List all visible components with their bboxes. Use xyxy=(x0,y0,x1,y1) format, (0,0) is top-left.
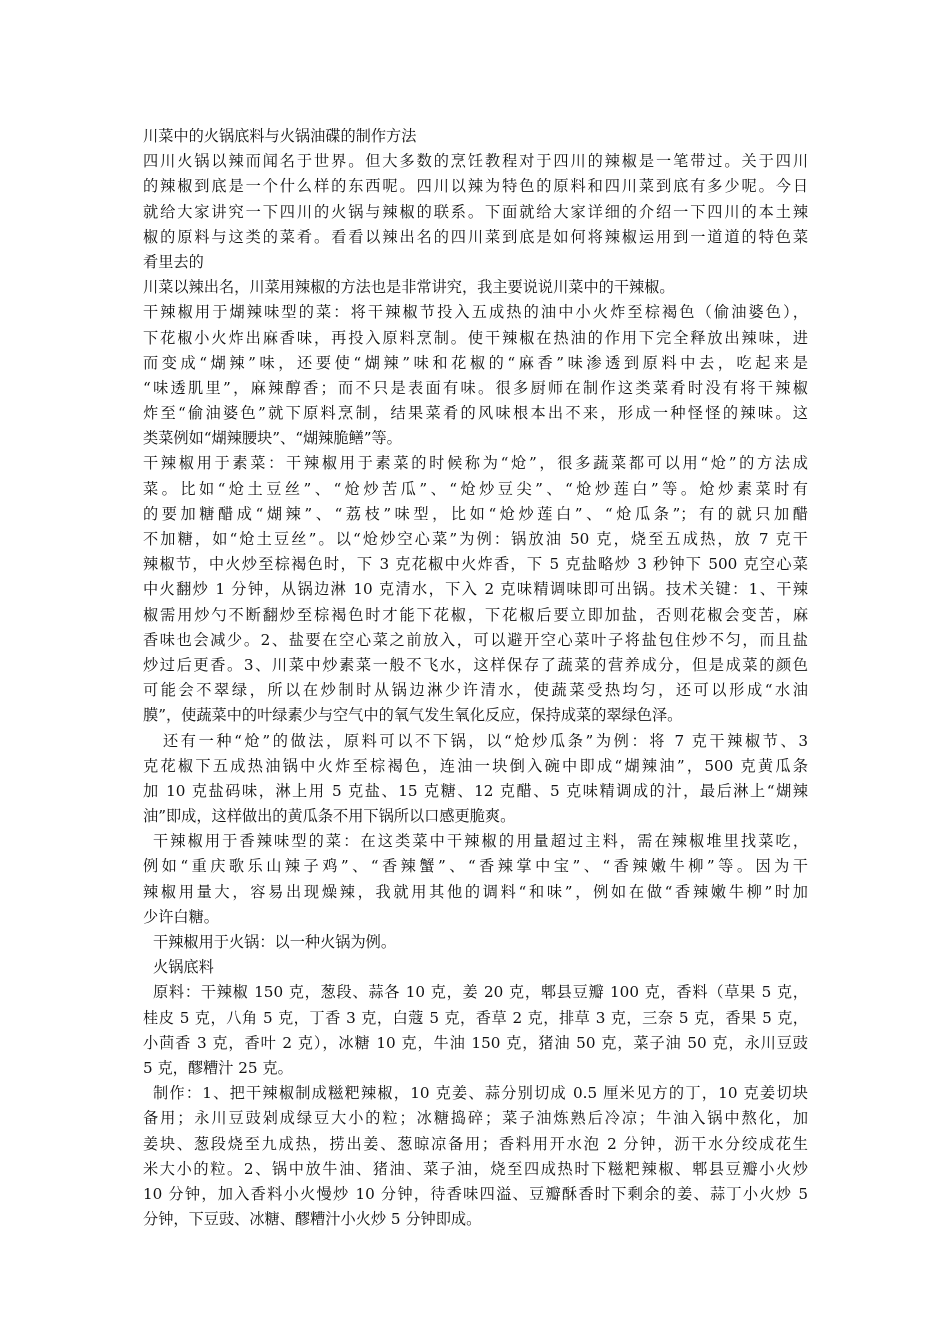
paragraph-line: 辣椒节，中火炒至棕褐色时，下 3 克花椒中火炸香，下 5 克盐略炒 3 秒钟下 500 克空心菜 xyxy=(143,555,808,574)
paragraph-line: 备用；永川豆豉剁成绿豆大小的粒；冰糖捣碎；菜子油炼熟后冷凉；牛油入锅中熬化，加 xyxy=(143,1109,808,1128)
paragraph-line: 油”即成，这样做出的黄瓜条不用下锅所以口感更脆爽。 xyxy=(143,807,516,826)
paragraph-line: 香味也会减少。2、盐要在空心菜之前放入，可以避开空心菜叶子将盐包住炒不匀，而且盐 xyxy=(143,630,808,649)
paragraph-line: 5 克，醪糟汁 25 克。 xyxy=(143,1058,293,1077)
paragraph-line: 桂皮 5 克，八角 5 克，丁香 3 克，白蔻 5 克，香草 2 克，排草 3 克，三奈 5 克，香果 5 克， xyxy=(143,1008,808,1027)
paragraph-line: 少许白糖。 xyxy=(143,907,219,926)
paragraph-line: 干辣椒用于煳辣味型的菜：将干辣椒节投入五成热的油中小火炸至棕褐色（偷油婆色）， xyxy=(143,303,808,322)
paragraph-line: 不加糖，如“炝土豆丝”。以“炝炒空心菜”为例：锅放油 50 克，烧至五成热，放 7 克干 xyxy=(143,530,808,548)
paragraph-line: “味透肌里”，麻辣醇香；而不只是表面有味。很多厨师在制作这类菜肴时没有将干辣椒 xyxy=(143,378,808,397)
paragraph-line: 分钟，下豆豉、冰糖、醪糟汁小火炒 5 分钟即成。 xyxy=(143,1210,482,1229)
paragraph-line: 姜块、葱段烧至九成热，捞出姜、葱晾凉备用；香料用开水泡 2 分钟，沥干水分绞成花生 xyxy=(143,1134,808,1153)
document-body xyxy=(143,149,808,1232)
paragraph xyxy=(143,451,808,728)
paragraph-line: 炒过后更香。3、川菜中炒素菜一般不飞水，这样保存了蔬菜的营养成分，但是成菜的颜色 xyxy=(143,655,808,674)
paragraph-line: 10 分钟，加入香料小火慢炒 10 分钟，待香味四溢、豆瓣酥香时下剩余的姜、蒜丁小火炒 5 xyxy=(143,1184,808,1203)
paragraph-line: 干辣椒用于香辣味型的菜：在这类菜中干辣椒的用量超过主料，需在辣椒堆里找菜吃， xyxy=(153,832,808,851)
document-title: 川菜中的火锅底料与火锅油碟的制作方法 xyxy=(143,127,417,145)
paragraph-line: 加 10 克盐码味，淋上用 5 克盐、15 克糖、12 克醋、5 克味精调成的汁，最后淋上“煳辣 xyxy=(143,781,808,800)
paragraph xyxy=(143,729,808,830)
paragraph xyxy=(143,829,808,930)
paragraph-line: 下花椒小火炸出麻香味，再投入原料烹制。使干辣椒在热油的作用下完全释放出辣味，进 xyxy=(143,328,808,347)
paragraph-line: 类菜例如“煳辣腰块”、“煳辣脆鳝”等。 xyxy=(143,429,402,448)
paragraph-line: 就给大家讲究一下四川的火锅与辣椒的联系。下面就给大家详细的介绍一下四川的本土辣 xyxy=(143,202,808,221)
paragraph-line: 而变成“煳辣”味，还要使“煳辣”味和花椒的“麻香”味渗透到原料中去，吃起来是 xyxy=(143,353,808,372)
paragraph xyxy=(143,955,808,980)
paragraph xyxy=(143,149,808,275)
paragraph-line: 例如“重庆歌乐山辣子鸡”、“香辣蟹”、“香辣掌中宝”、“香辣嫩牛柳”等。因为干 xyxy=(143,857,808,876)
paragraph-line: 椒需用炒勺不断翻炒至棕褐色时才能下花椒，下花椒后要立即加盐，否则花椒会变苦，麻 xyxy=(143,605,808,624)
paragraph-line: 火锅底料 xyxy=(153,958,214,977)
paragraph-line: 炸至“偷油婆色”就下原料烹制，结果菜肴的风味根本出不来，形成一种怪怪的辣味。这 xyxy=(143,404,808,423)
paragraph-line: 干辣椒用于火锅：以一种火锅为例。 xyxy=(153,933,396,951)
paragraph-line: 米大小的粒。2、锅中放牛油、猪油、菜子油，烧至四成热时下糍粑辣椒、郫县豆瓣小火炒 xyxy=(143,1159,808,1178)
paragraph-line: 原料：干辣椒 150 克，葱段、蒜各 10 克，姜 20 克，郫县豆瓣 100 克，香料（草果 5 克， xyxy=(153,983,808,1002)
paragraph-line: 膜”，使蔬菜中的叶绿素少与空气中的氧气发生氧化反应，保持成菜的翠绿色泽。 xyxy=(143,706,683,725)
paragraph xyxy=(143,980,808,1081)
paragraph-line: 四川火锅以辣而闻名于世界。但大多数的烹饪教程对于四川的辣椒是一笔带过。关于四川 xyxy=(143,152,808,171)
paragraph-line: 克花椒下五成热油锅中火炸至棕褐色，连油一块倒入碗中即成“煳辣油”，500 克黄瓜条 xyxy=(143,756,808,775)
paragraph-line: 椒的原料与这类的菜肴。看看以辣出名的四川菜到底是如何将辣椒运用到一道道的特色菜 xyxy=(143,227,808,246)
paragraph-line: 川菜以辣出名，川菜用辣椒的方法也是非常讲究，我主要说说川菜中的干辣椒。 xyxy=(143,278,675,297)
paragraph xyxy=(143,275,808,300)
paragraph-line: 制作：1、把干辣椒制成糍粑辣椒，10 克姜、蒜分别切成 0.5 厘米见方的丁，10 克姜切块 xyxy=(153,1084,808,1103)
paragraph-line: 的要加糖醋成“煳辣”、“荔枝”味型，比如“炝炒莲白”、“炝瓜条”；有的就只加醋 xyxy=(143,504,808,523)
paragraph-line: 可能会不翠绿，所以在炒制时从锅边淋少许清水，使蔬菜受热均匀，还可以形成“水油 xyxy=(143,681,808,700)
paragraph-line: 干辣椒用于素菜：干辣椒用于素菜的时候称为“炝”，很多蔬菜都可以用“炝”的方法成 xyxy=(143,454,808,473)
paragraph xyxy=(143,300,808,451)
paragraph xyxy=(143,930,808,955)
paragraph-line: 辣椒用量大，容易出现燥辣，我就用其他的调料“和味”，例如在做“香辣嫩牛柳”时加 xyxy=(143,882,808,901)
paragraph xyxy=(143,1081,808,1232)
paragraph-line: 菜。比如“炝土豆丝”、“炝炒苦瓜”、“炝炒豆尖”、“炝炒莲白”等。炝炒素菜时有 xyxy=(143,479,808,498)
document-page xyxy=(143,124,808,1232)
paragraph-line: 还有一种“炝”的做法，原料可以不下锅，以“炝炒瓜条”为例：将 7 克干辣椒节、3 xyxy=(163,731,808,750)
paragraph-line: 中火翻炒 1 分钟，从锅边淋 10 克清水，下入 2 克味精调味即可出锅。技术关键：1、干辣 xyxy=(143,580,808,599)
paragraph-line: 的辣椒到底是一个什么样的东西呢。四川以辣为特色的原料和四川菜到底有多少呢。今日 xyxy=(143,177,808,196)
paragraph-line: 小茴香 3 克，香叶 2 克），冰糖 10 克，牛油 150 克，猪油 50 克，菜子油 50 克，永川豆豉 xyxy=(143,1033,808,1052)
paragraph-line: 肴里去的 xyxy=(143,252,204,271)
